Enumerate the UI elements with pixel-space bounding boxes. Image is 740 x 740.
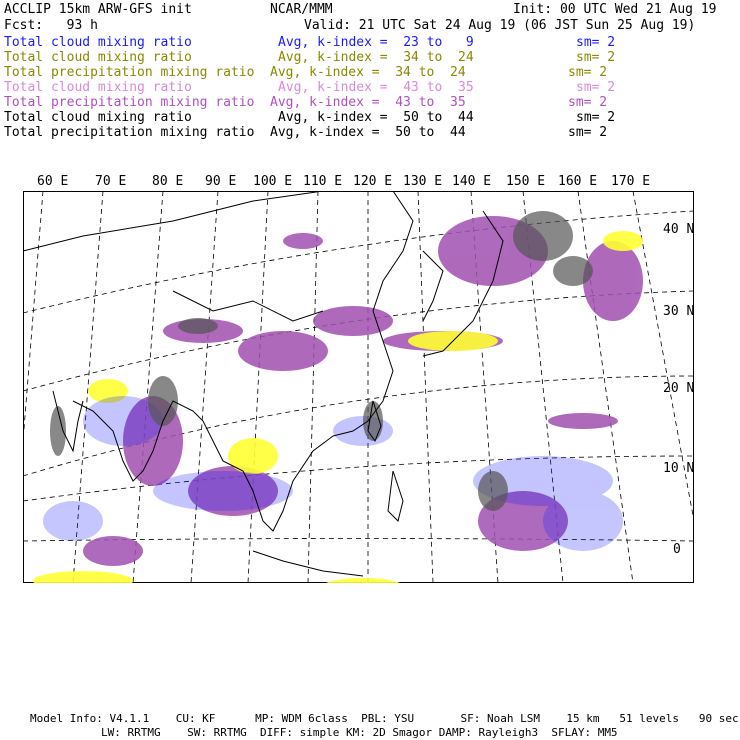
field-3-name: Total cloud mixing ratio bbox=[4, 80, 192, 95]
lon-label: 140 E bbox=[452, 174, 492, 189]
field-5-sm: sm= 2 bbox=[576, 110, 616, 125]
model-title: ACCLIP 15km ARW-GFS init bbox=[4, 2, 192, 17]
field-0-avg: Avg, k-index = 23 to 9 bbox=[278, 35, 474, 50]
lat-label: 10 N bbox=[663, 461, 694, 476]
lon-label: 170 E bbox=[611, 174, 651, 189]
lat-label: 40 N bbox=[663, 222, 694, 237]
longitude-labels bbox=[0, 170, 740, 190]
field-6-avg: Avg, k-index = 50 to 44 bbox=[270, 125, 466, 140]
field-5-name: Total cloud mixing ratio bbox=[4, 110, 192, 125]
field-3-avg: Avg, k-index = 43 to 35 bbox=[278, 80, 474, 95]
lon-label: 70 E bbox=[95, 174, 127, 189]
lon-label: 150 E bbox=[506, 174, 546, 189]
init-time: Init: 00 UTC Wed 21 Aug 19 bbox=[513, 2, 717, 17]
field-6-sm: sm= 2 bbox=[568, 125, 608, 140]
model-info-line-1: Model Info: V4.1.1 CU: KF MP: WDM 6class PBL: YSU SF: Noah LSM 15 km 51 levels 90 sec bbox=[30, 712, 739, 725]
map-panel bbox=[23, 191, 694, 583]
field-4-avg: Avg, k-index = 43 to 35 bbox=[270, 95, 466, 110]
field-4-sm: sm= 2 bbox=[568, 95, 608, 110]
field-0-name: Total cloud mixing ratio bbox=[4, 35, 192, 50]
lon-label: 80 E bbox=[152, 174, 184, 189]
lon-label: 60 E bbox=[37, 174, 69, 189]
field-1-avg: Avg, k-index = 34 to 24 bbox=[278, 50, 474, 65]
field-4-name: Total precipitation mixing ratio bbox=[4, 95, 255, 110]
lat-label: 0 bbox=[673, 542, 681, 557]
field-2-sm: sm= 2 bbox=[568, 65, 608, 80]
lat-label: 20 N bbox=[663, 381, 694, 396]
field-5-avg: Avg, k-index = 50 to 44 bbox=[278, 110, 474, 125]
lon-label: 130 E bbox=[403, 174, 443, 189]
field-3-sm: sm= 2 bbox=[576, 80, 616, 95]
field-6-name: Total precipitation mixing ratio bbox=[4, 125, 255, 140]
lon-label: 90 E bbox=[205, 174, 237, 189]
lon-label: 100 E bbox=[253, 174, 293, 189]
lon-label: 120 E bbox=[353, 174, 393, 189]
forecast-hour: Fcst: 93 h bbox=[4, 18, 98, 33]
field-0-sm: sm= 2 bbox=[576, 35, 616, 50]
model-info-line-2: LW: RRTMG SW: RRTMG DIFF: simple KM: 2D Smagor DAMP: Rayleigh3 SFLAY: MM5 bbox=[101, 726, 618, 739]
lon-label: 160 E bbox=[558, 174, 598, 189]
field-2-name: Total precipitation mixing ratio bbox=[4, 65, 255, 80]
field-1-sm: sm= 2 bbox=[576, 50, 616, 65]
field-1-name: Total cloud mixing ratio bbox=[4, 50, 192, 65]
field-2-avg: Avg, k-index = 34 to 24 bbox=[270, 65, 466, 80]
lat-label: 30 N bbox=[663, 304, 694, 319]
lon-label: 110 E bbox=[303, 174, 343, 189]
organization: NCAR/MMM bbox=[270, 2, 333, 17]
valid-time: Valid: 21 UTC Sat 24 Aug 19 (06 JST Sun 25 Aug 19) bbox=[304, 18, 696, 33]
